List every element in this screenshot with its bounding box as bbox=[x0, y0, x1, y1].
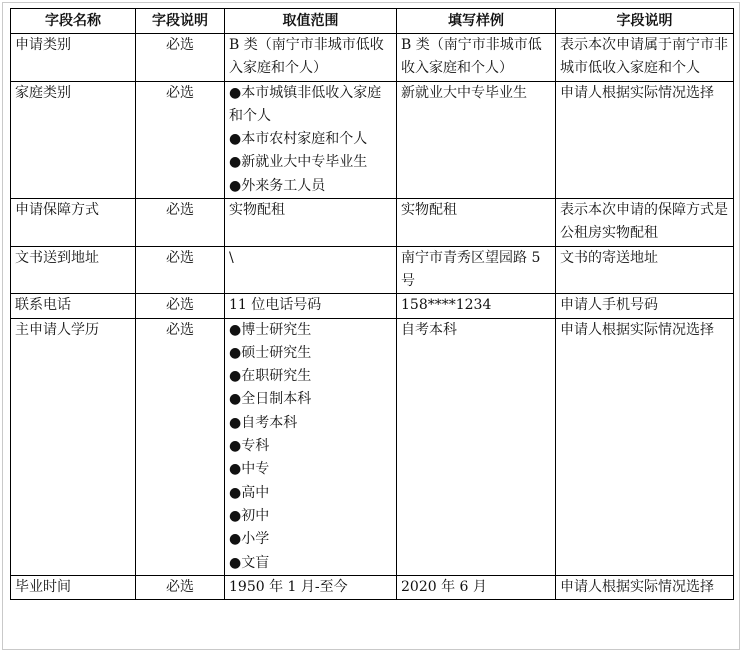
required-cell: 必选 bbox=[136, 81, 225, 198]
range-option: 1950 年 1 月-至今 bbox=[229, 578, 348, 595]
range-option: ●文盲 bbox=[229, 554, 270, 571]
table-row bbox=[11, 575, 734, 599]
field-name-cell: 主申请人学历 bbox=[11, 318, 136, 575]
field-name-cell: 申请保障方式 bbox=[11, 199, 136, 247]
example-cell: 自考本科 bbox=[397, 318, 556, 575]
field-spec-table bbox=[10, 8, 734, 600]
field-name-cell: 家庭类别 bbox=[11, 81, 136, 198]
range-option: ●专科 bbox=[229, 438, 270, 455]
range-option: ●新就业大中专毕业生 bbox=[229, 154, 368, 171]
example-cell: 实物配租 bbox=[397, 199, 556, 247]
required-cell: 必选 bbox=[136, 294, 225, 318]
range-option: ●硕士研究生 bbox=[229, 344, 312, 361]
range-cell bbox=[225, 199, 397, 247]
range-option: ●中专 bbox=[229, 461, 270, 478]
table-row bbox=[11, 34, 734, 82]
range-option: \ bbox=[229, 249, 234, 266]
header-row bbox=[11, 9, 734, 34]
range-option: ●在职研究生 bbox=[229, 368, 312, 385]
example-cell: 2020 年 6 月 bbox=[397, 575, 556, 599]
required-cell: 必选 bbox=[136, 246, 225, 294]
range-cell bbox=[225, 81, 397, 198]
range-option: 实物配租 bbox=[229, 202, 285, 219]
range-option: ●本市农村家庭和个人 bbox=[229, 131, 368, 148]
header-example: 填写样例 bbox=[397, 9, 556, 34]
description-cell: 表示本次申请属于南宁市非城市低收入家庭和个人 bbox=[556, 34, 734, 82]
range-option: ●博士研究生 bbox=[229, 321, 312, 338]
description-cell: 表示本次申请的保障方式是公租房实物配租 bbox=[556, 199, 734, 247]
range-option: B 类（南宁市非城市低收入家庭和个人） bbox=[229, 37, 384, 77]
range-option: ●本市城镇非低收入家庭和个人 bbox=[229, 84, 382, 124]
range-cell bbox=[225, 294, 397, 318]
header-required: 字段说明 bbox=[136, 9, 225, 34]
range-cell bbox=[225, 318, 397, 575]
range-option: 11 位电话号码 bbox=[229, 297, 322, 314]
header-value-range: 取值范围 bbox=[225, 9, 397, 34]
table-row bbox=[11, 199, 734, 247]
table-row bbox=[11, 246, 734, 294]
required-cell: 必选 bbox=[136, 575, 225, 599]
description-cell: 申请人根据实际情况选择 bbox=[556, 318, 734, 575]
example-cell: 158****1234 bbox=[397, 294, 556, 318]
range-option: ●自考本科 bbox=[229, 414, 298, 431]
range-cell bbox=[225, 246, 397, 294]
range-option: ●外来务工人员 bbox=[229, 177, 326, 194]
description-cell: 文书的寄送地址 bbox=[556, 246, 734, 294]
description-cell: 申请人根据实际情况选择 bbox=[556, 575, 734, 599]
range-cell bbox=[225, 575, 397, 599]
field-name-cell: 联系电话 bbox=[11, 294, 136, 318]
field-name-cell: 文书送到地址 bbox=[11, 246, 136, 294]
range-option: ●全日制本科 bbox=[229, 391, 312, 408]
field-name-cell: 申请类别 bbox=[11, 34, 136, 82]
example-cell: 南宁市青秀区望园路 5 号 bbox=[397, 246, 556, 294]
range-option: ●小学 bbox=[229, 531, 270, 548]
description-cell: 申请人根据实际情况选择 bbox=[556, 81, 734, 198]
header-description: 字段说明 bbox=[556, 9, 734, 34]
range-option: ●初中 bbox=[229, 507, 270, 524]
header-field-name: 字段名称 bbox=[11, 9, 136, 34]
required-cell: 必选 bbox=[136, 318, 225, 575]
range-cell bbox=[225, 34, 397, 82]
example-cell: 新就业大中专毕业生 bbox=[397, 81, 556, 198]
field-name-cell: 毕业时间 bbox=[11, 575, 136, 599]
table-row bbox=[11, 294, 734, 318]
description-cell: 申请人手机号码 bbox=[556, 294, 734, 318]
table-row bbox=[11, 318, 734, 575]
range-option: ●高中 bbox=[229, 484, 270, 501]
required-cell: 必选 bbox=[136, 199, 225, 247]
example-cell: B 类（南宁市非城市低收入家庭和个人） bbox=[397, 34, 556, 82]
required-cell: 必选 bbox=[136, 34, 225, 82]
table-row bbox=[11, 81, 734, 198]
